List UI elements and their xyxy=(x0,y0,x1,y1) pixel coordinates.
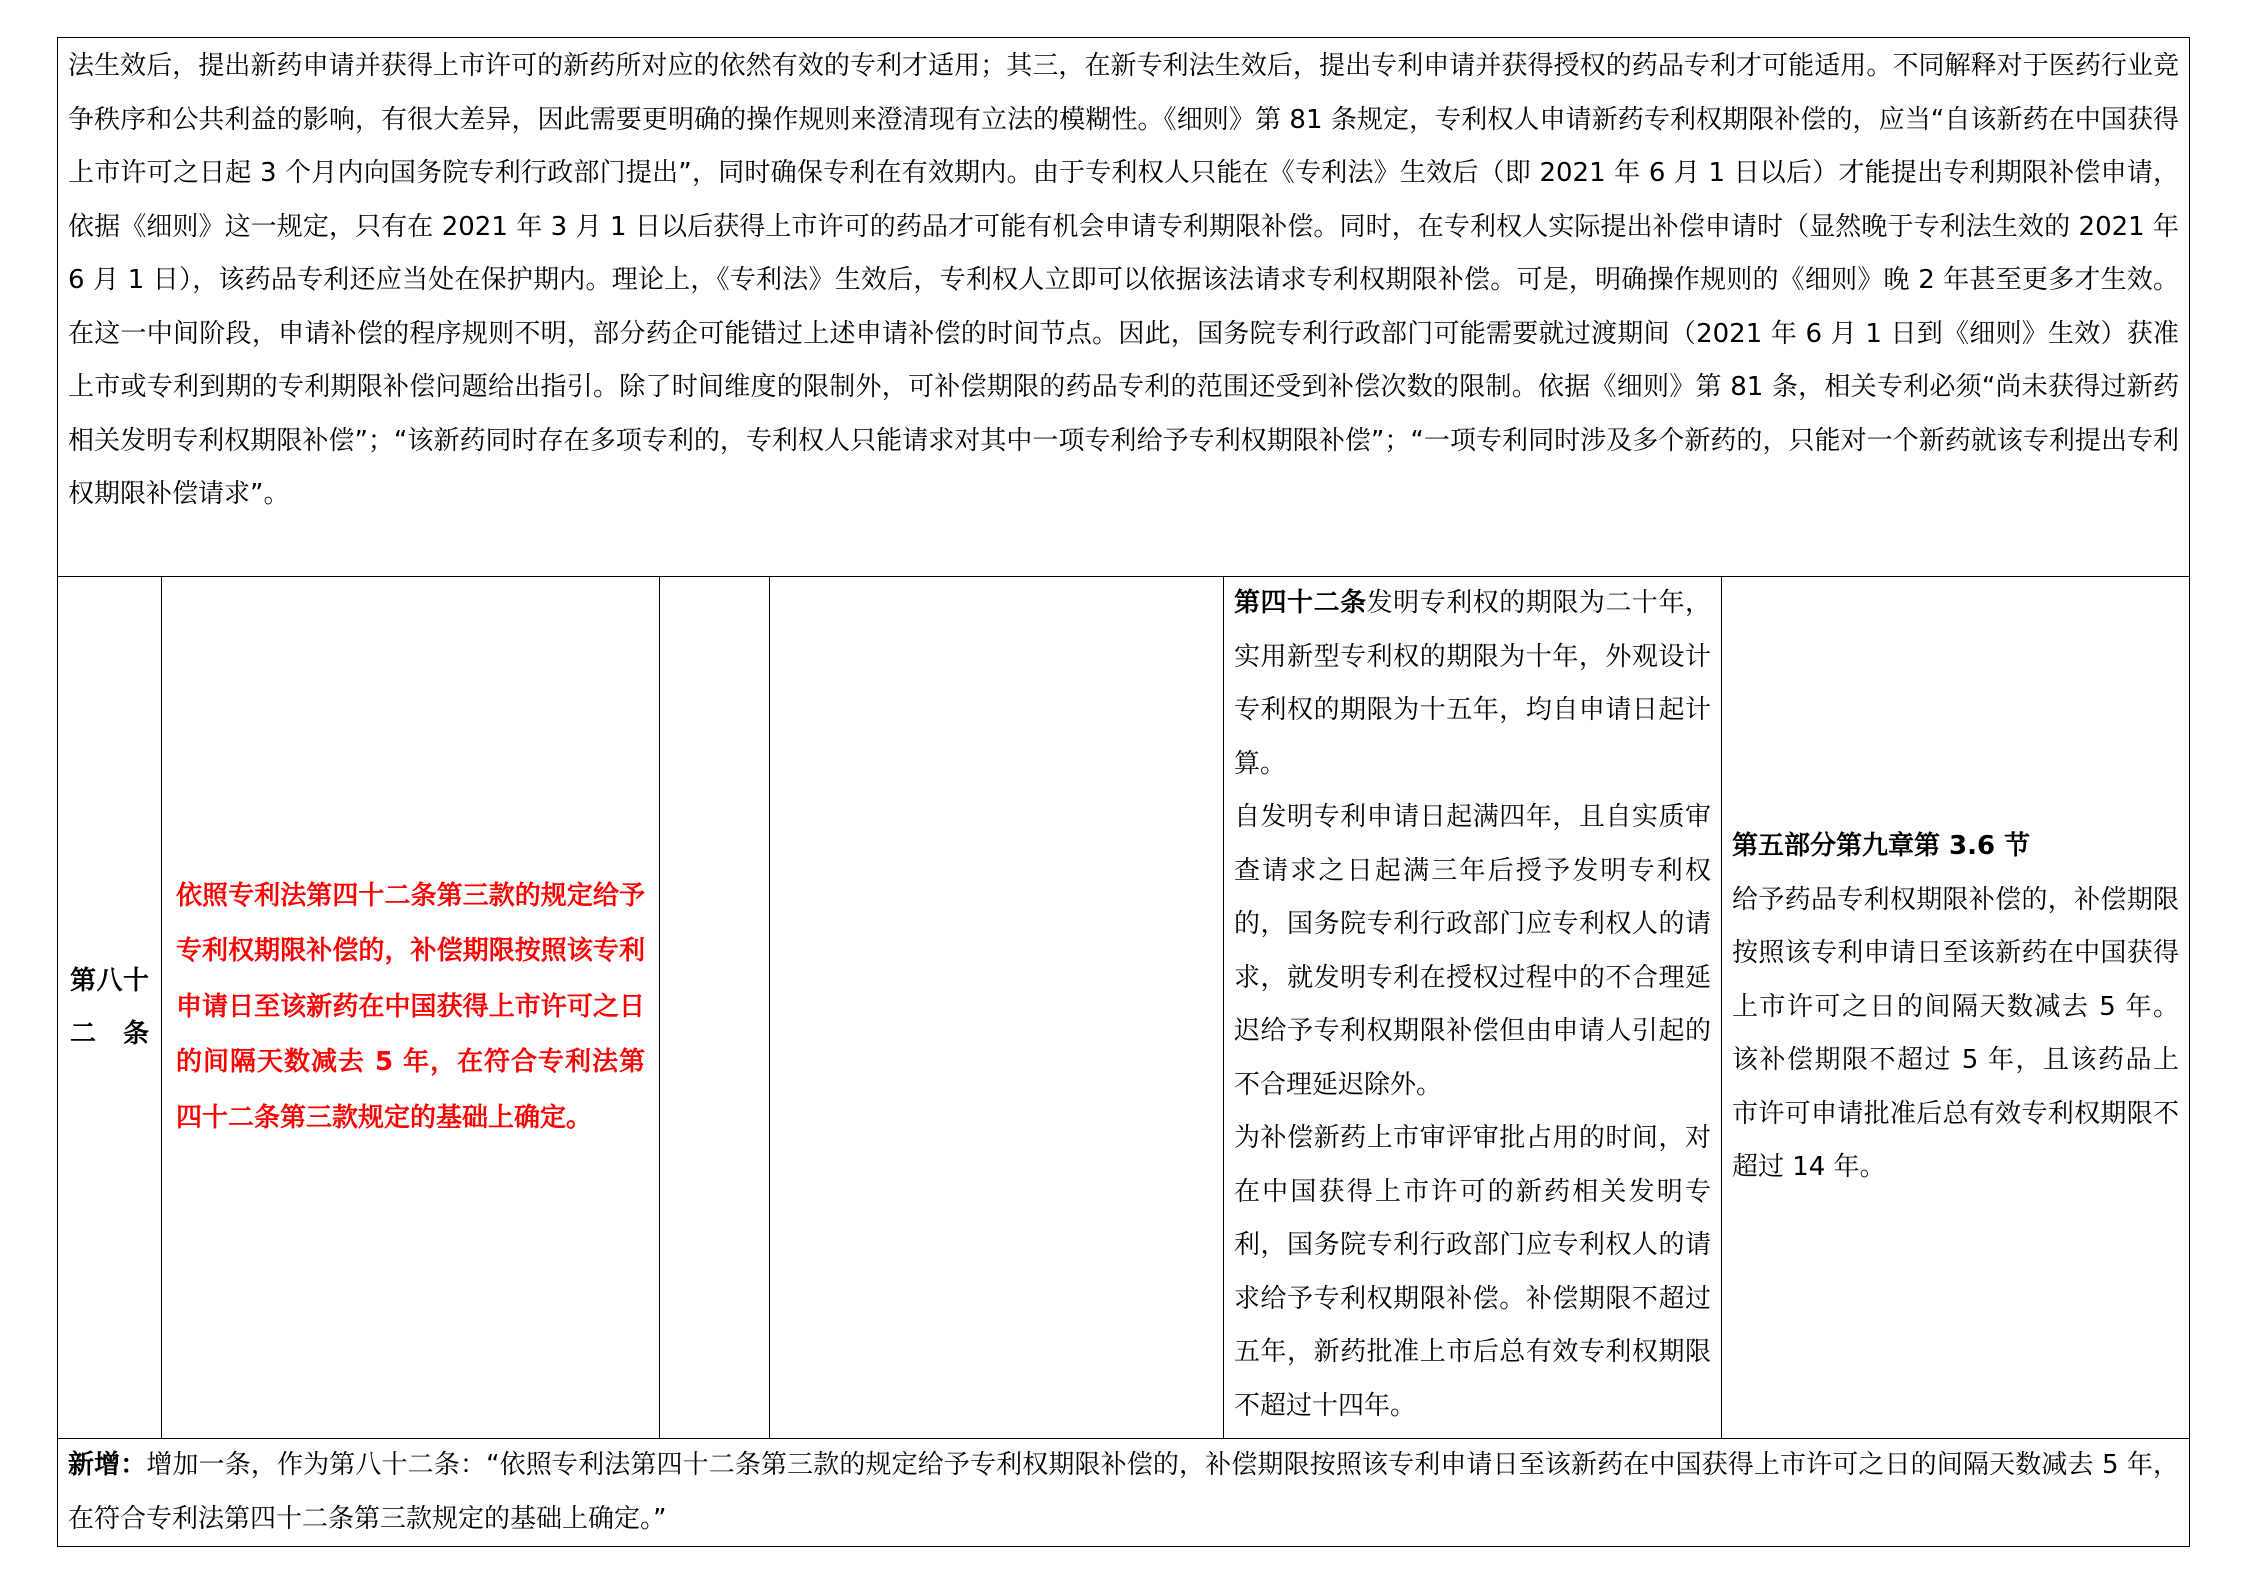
empty-column-4 xyxy=(770,577,1224,1439)
addition-note xyxy=(68,1439,2179,1546)
addition-note-row xyxy=(58,1439,2190,1547)
commentary-paragraph: 法生效后，提出新药申请并获得上市许可的新药所对应的依然有效的专利才适用；其三，在新专利法生效后，提出专利申请并获得授权的药品专利才可能适用。不同解释对于医药行业竞争秩序和公共利益的影响，有很大差异，因此需要更明确的操作规则来澄清现有立法的模糊性。《细则》第 81 条规定，专利权人申请新药专利权期限补偿的，应当“自该新药在中国获得上市许可之日起 3 个月内向国务院专利行政部门提出”，同时确保专利在有效期内。由于专利权人只能在《专利法》生效后（即 2021 年 6 月 1 日以后）才能提出专利期限补偿申请，依据《细则》这一规定，只有在 2021 年 3 月 1 日以后获得上市许可的药品才可能有机会申请专利期限补偿。同时，在专利权人实际提出补偿申请时（显然晚于专利法生效的 2021 年 6 月 1 日），该药品专利还应当处在保护期内。理论上，《专利法》生效后，专利权人立即可以依据该法请求专利权期限补偿。可是，明确操作规则的《细则》晚 2 年甚至更多才生效。在这一中间阶段，申请补偿的程序规则不明，部分药企可能错过上述申请补偿的时间节点。因此，国务院专利行政部门可能需要就过渡期间（2021 年 6 月 1 日到《细则》生效）获准上市或专利到期的专利期限补偿问题给出指引。除了时间维度的限制外，可补偿期限的药品专利的范围还受到补偿次数的限制。依据《细则》第 81 条，相关专利必须“尚未获得过新药相关发明专利权期限补偿”；“该新药同时存在多项专利的，专利权人只能请求对其中一项专利给予专利权期限补偿”；“一项专利同时涉及多个新药的，只能对一个新药就该专利提出专利权期限补偿请求”。 xyxy=(68,51,2180,509)
patent-law-text xyxy=(1234,577,1711,1433)
document-page xyxy=(57,37,2189,1547)
article-label: 第八十二条 xyxy=(70,965,149,1049)
patent-law-title: 第四十二条 xyxy=(1234,588,1367,618)
draft-article-text: 依照专利法第四十二条第三款的规定给予专利权期限补偿的，补偿期限按照该专利申请日至该新药在中国获得上市许可之日的间隔天数减去 5 年，在符合专利法第四十二条第三款规定的基础上确定。 xyxy=(176,880,645,1133)
addition-note-cell xyxy=(58,1439,2190,1547)
guideline-cell xyxy=(1722,577,2190,1439)
addition-text: 增加一条，作为第八十二条：“依照专利法第四十二条第三款的规定给予专利权期限补偿的，补偿期限按照该专利申请日至该新药在中国获得上市许可之日的间隔天数减去 5 年，在符合专利法第四十二条第三款规定的基础上确定。” xyxy=(68,1450,2180,1534)
commentary-row xyxy=(58,38,2190,577)
draft-text-cell xyxy=(162,577,660,1439)
patent-law-cell xyxy=(1224,577,1722,1439)
addition-label: 新增： xyxy=(68,1450,147,1480)
patent-law-p1 xyxy=(1234,577,1711,791)
patent-law-p3: 为补偿新药上市审评审批占用的时间，对在中国获得上市许可的新药相关发明专利，国务院专利行政部门应专利权人的请求给予专利权期限补偿。补偿期限不超过五年，新药批准上市后总有效专利权期限不超过十四年。 xyxy=(1234,1123,1711,1421)
commentary-cell xyxy=(58,38,2190,577)
patent-law-p2: 自发明专利申请日起满四年，且自实质审查请求之日起满三年后授予发明专利权的，国务院专利行政部门应专利权人的请求，就发明专利在授权过程中的不合理延迟给予专利权期限补偿但由申请人引起的不合理延迟除外。 xyxy=(1234,802,1711,1100)
patent-law-p1-text: 发明专利权的期限为二十年，实用新型专利权的期限为十年，外观设计专利权的期限为十五年，均自申请日起计算。 xyxy=(1234,588,1711,779)
article-82-row xyxy=(58,577,2190,1439)
comparison-table xyxy=(57,37,2190,1547)
guideline-body: 给予药品专利权期限补偿的，补偿期限按照该专利申请日至该新药在中国获得上市许可之日的间隔天数减去 5 年。该补偿期限不超过 5 年，且该药品上市许可申请批准后总有效专利权期限不超过 14 年。 xyxy=(1732,884,2180,1183)
empty-column-3 xyxy=(660,577,770,1439)
guideline-title: 第五部分第九章第 3.6 节 xyxy=(1732,831,2031,862)
article-label-cell xyxy=(58,577,162,1439)
